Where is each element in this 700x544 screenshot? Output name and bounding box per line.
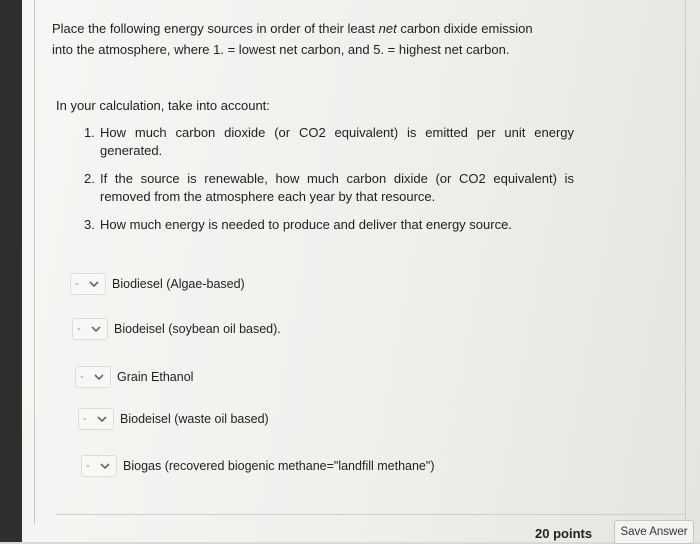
step-number: 1. xyxy=(84,125,95,140)
divider xyxy=(56,514,686,515)
rank-item-label: Grain Ethanol xyxy=(117,370,194,384)
chevron-down-icon xyxy=(95,412,109,426)
rank-item xyxy=(72,318,281,340)
rank-item xyxy=(78,408,269,430)
rank-item xyxy=(81,455,435,477)
question-prompt xyxy=(52,18,552,60)
step-text: How much energy is needed to produce and deliver that energy source. xyxy=(100,217,512,232)
instruction-step xyxy=(84,124,574,160)
rank-dropdown[interactable] xyxy=(81,455,117,477)
instruction-step xyxy=(84,170,574,206)
chevron-down-icon xyxy=(92,370,106,384)
step-number: 3. xyxy=(84,217,95,232)
question-box xyxy=(34,0,686,525)
rank-dropdown[interactable] xyxy=(70,273,106,295)
window-edge xyxy=(0,0,22,542)
rank-item-label: Biogas (recovered biogenic methane="landfill methane") xyxy=(123,459,435,473)
rank-dropdown[interactable] xyxy=(75,366,111,388)
chevron-down-icon xyxy=(98,459,112,473)
rank-selected-value: - xyxy=(83,413,87,425)
rank-dropdown[interactable] xyxy=(78,408,114,430)
instruction-intro: In your calculation, take into account: xyxy=(56,98,270,113)
points-value: 20 points xyxy=(535,526,593,541)
save-answer-button[interactable]: Save Answer xyxy=(614,520,694,544)
rank-dropdown[interactable] xyxy=(72,318,108,340)
rank-item-label: Biodiesel (Algae-based) xyxy=(112,277,245,291)
step-text: How much carbon dioxide (or CO2 equivalent) is emitted per unit energy generated. xyxy=(100,125,574,158)
rank-selected-value: - xyxy=(77,323,81,335)
instruction-step xyxy=(84,216,574,234)
rank-selected-value: - xyxy=(80,371,84,383)
prompt-text-part1: Place the following energy sources in order of their least xyxy=(52,21,379,36)
step-number: 2. xyxy=(84,171,95,186)
rank-selected-value: - xyxy=(75,278,79,290)
rank-item-label: Biodeisel (soybean oil based). xyxy=(114,322,281,336)
prompt-text-part2: carbon dixide emission into the atmosphere, where 1. = lowest net carbon, and 5. = highest net carbon. xyxy=(52,21,533,57)
instruction-steps xyxy=(84,124,574,244)
rank-selected-value: - xyxy=(86,460,90,472)
rank-item xyxy=(75,366,193,388)
step-text: If the source is renewable, how much carbon dixide (or CO2 equivalent) is removed from the atmosphere each year by that resource. xyxy=(100,171,574,204)
rank-item-label: Biodeisel (waste oil based) xyxy=(120,412,269,426)
prompt-emphasis: net xyxy=(378,21,397,36)
rank-item xyxy=(70,273,245,295)
chevron-down-icon xyxy=(89,322,103,336)
chevron-down-icon xyxy=(87,277,101,291)
